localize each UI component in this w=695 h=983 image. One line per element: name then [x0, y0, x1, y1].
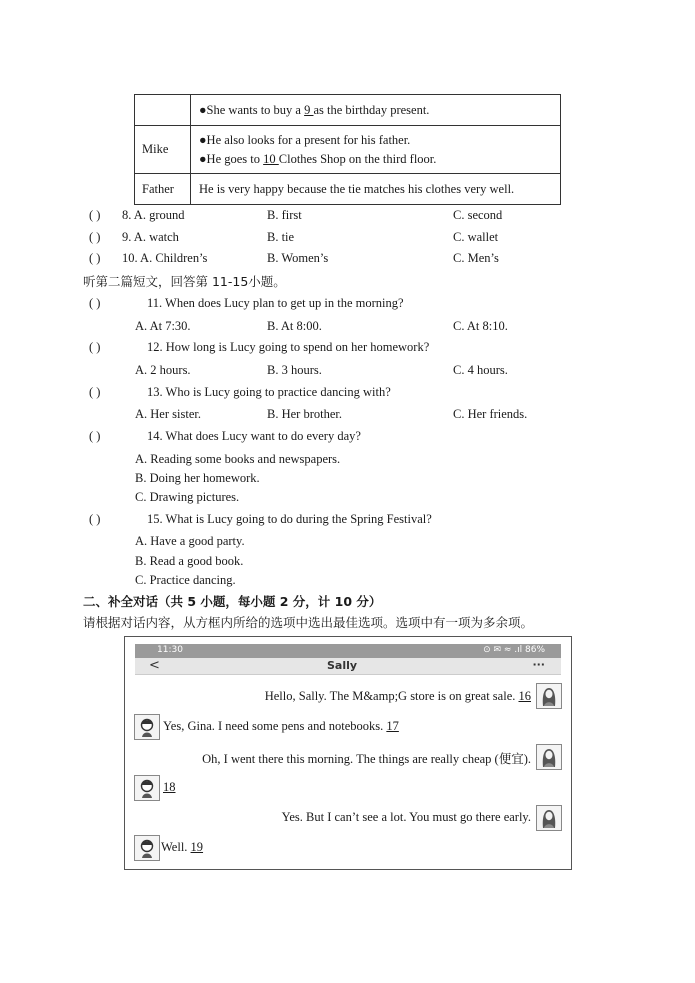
sally-avatar	[536, 805, 562, 831]
option-c: C. wallet	[453, 230, 499, 244]
girl-avatar-icon	[537, 745, 561, 769]
option-b: B. Doing her homework.	[135, 471, 260, 485]
girl-avatar-icon	[537, 806, 561, 830]
answer-paren[interactable]: ( )	[89, 512, 101, 526]
question-stem: 14. What does Lucy want to do every day?	[147, 429, 361, 443]
option-a: A. Reading some books and newspapers.	[135, 452, 341, 466]
question-stem: 8. A. ground	[122, 208, 185, 222]
boy-avatar-icon	[135, 836, 159, 860]
status-icons: ⊙ ✉ ≈ .ıl 86%	[483, 645, 545, 655]
row-text: ●She wants to buy a	[199, 102, 305, 117]
status-bar	[135, 644, 561, 658]
chat-message: Yes, Gina. I need some pens and notebooks. 17	[163, 719, 399, 733]
option-b: B. At 8:00.	[267, 319, 322, 333]
answer-paren[interactable]: ( )	[89, 385, 101, 399]
option-b: B. Women’s	[267, 251, 329, 265]
blank-19: 19	[190, 840, 204, 854]
row-content-cell	[191, 95, 561, 126]
gina-avatar	[134, 775, 160, 801]
answer-paren[interactable]: ( )	[89, 251, 101, 265]
answer-paren[interactable]: ( )	[89, 429, 101, 443]
table-row	[135, 126, 561, 174]
option-a: A. Have a good party.	[135, 534, 245, 548]
option-c: C. At 8:10.	[453, 319, 508, 333]
row-text: ●He also looks for a present for his father.	[199, 132, 411, 147]
info-table	[134, 94, 561, 205]
option-c: C. second	[453, 208, 503, 222]
question-stem: 11. When does Lucy plan to get up in the morning?	[147, 296, 404, 310]
option-a: A. Her sister.	[135, 407, 201, 421]
option-c: C. 4 hours.	[453, 363, 508, 377]
question-stem: 12. How long is Lucy going to spend on her homework?	[147, 340, 430, 354]
blank-9: 9	[304, 102, 314, 117]
option-a: A. 2 hours.	[135, 363, 191, 377]
option-b: B. Her brother.	[267, 407, 342, 421]
chat-message: Hello, Sally. The M&amp;G store is on great sale. 16	[264, 689, 531, 703]
blank-17: 17	[386, 719, 399, 733]
back-icon[interactable]: <	[149, 658, 160, 673]
status-time: 11:30	[157, 645, 183, 655]
part2-heading: 听第二篇短文，回答第 11-15小题。	[83, 274, 286, 289]
option-c: C. Practice dancing.	[135, 573, 236, 587]
row-name-cell: Mike	[135, 126, 191, 174]
chat-message	[163, 780, 176, 795]
boy-avatar-icon	[135, 776, 159, 800]
chat-message: Well. 19	[161, 840, 204, 854]
option-b: B. 3 hours.	[267, 363, 322, 377]
gina-avatar	[134, 835, 160, 861]
row-name-cell: Father	[135, 174, 191, 205]
gina-avatar	[134, 714, 160, 740]
row-content-cell	[191, 126, 561, 174]
table-row	[135, 174, 561, 205]
chat-phone-frame	[124, 636, 572, 870]
blank-10: 10	[263, 151, 279, 166]
menu-icon[interactable]: ···	[532, 658, 545, 671]
question-stem: 10. A. Children’s	[122, 251, 208, 265]
sally-avatar	[536, 744, 562, 770]
answer-paren[interactable]: ( )	[89, 296, 101, 310]
section2-instruction: 请根据对话内容，从方框内所给的选项中选出最佳选项。选项中有一项为多余项。	[83, 615, 534, 630]
question-stem: 9. A. watch	[122, 230, 179, 244]
option-c: C. Her friends.	[453, 407, 528, 421]
boy-avatar-icon	[135, 715, 159, 739]
chat-header	[135, 658, 561, 675]
option-b: B. Read a good book.	[135, 554, 244, 568]
option-a: A. At 7:30.	[135, 319, 191, 333]
question-stem: 13. Who is Lucy going to practice dancing with?	[147, 385, 391, 399]
chat-message: Oh, I went there this morning. The things are really cheap (便宜).	[202, 752, 531, 766]
option-b: B. tie	[267, 230, 295, 244]
answer-paren[interactable]: ( )	[89, 340, 101, 354]
row-text: Clothes Shop on the third floor.	[278, 151, 437, 166]
blank-16: 16	[518, 689, 531, 703]
answer-paren[interactable]: ( )	[89, 230, 101, 244]
row-text: as the birthday present.	[313, 102, 430, 117]
option-b: B. first	[267, 208, 302, 222]
girl-avatar-icon	[537, 684, 561, 708]
option-c: C. Drawing pictures.	[135, 490, 240, 504]
chat-message: Yes. But I can’t see a lot. You must go there early.	[281, 810, 531, 824]
question-stem: 15. What is Lucy going to do during the Spring Festival?	[147, 512, 432, 526]
row-content-cell: He is very happy because the tie matches his clothes very well.	[191, 174, 561, 205]
row-text: ●He goes to	[199, 151, 264, 166]
answer-paren[interactable]: ( )	[89, 208, 101, 222]
sally-avatar	[536, 683, 562, 709]
table-row	[135, 95, 561, 126]
row-name-cell	[135, 95, 191, 126]
section2-title: 二、补全对话（共 5 小题，每小题 2 分，计 10 分）	[83, 594, 382, 609]
blank-18: 18	[163, 780, 176, 794]
option-c: C. Men’s	[453, 251, 499, 265]
chat-title: Sally	[327, 659, 358, 672]
